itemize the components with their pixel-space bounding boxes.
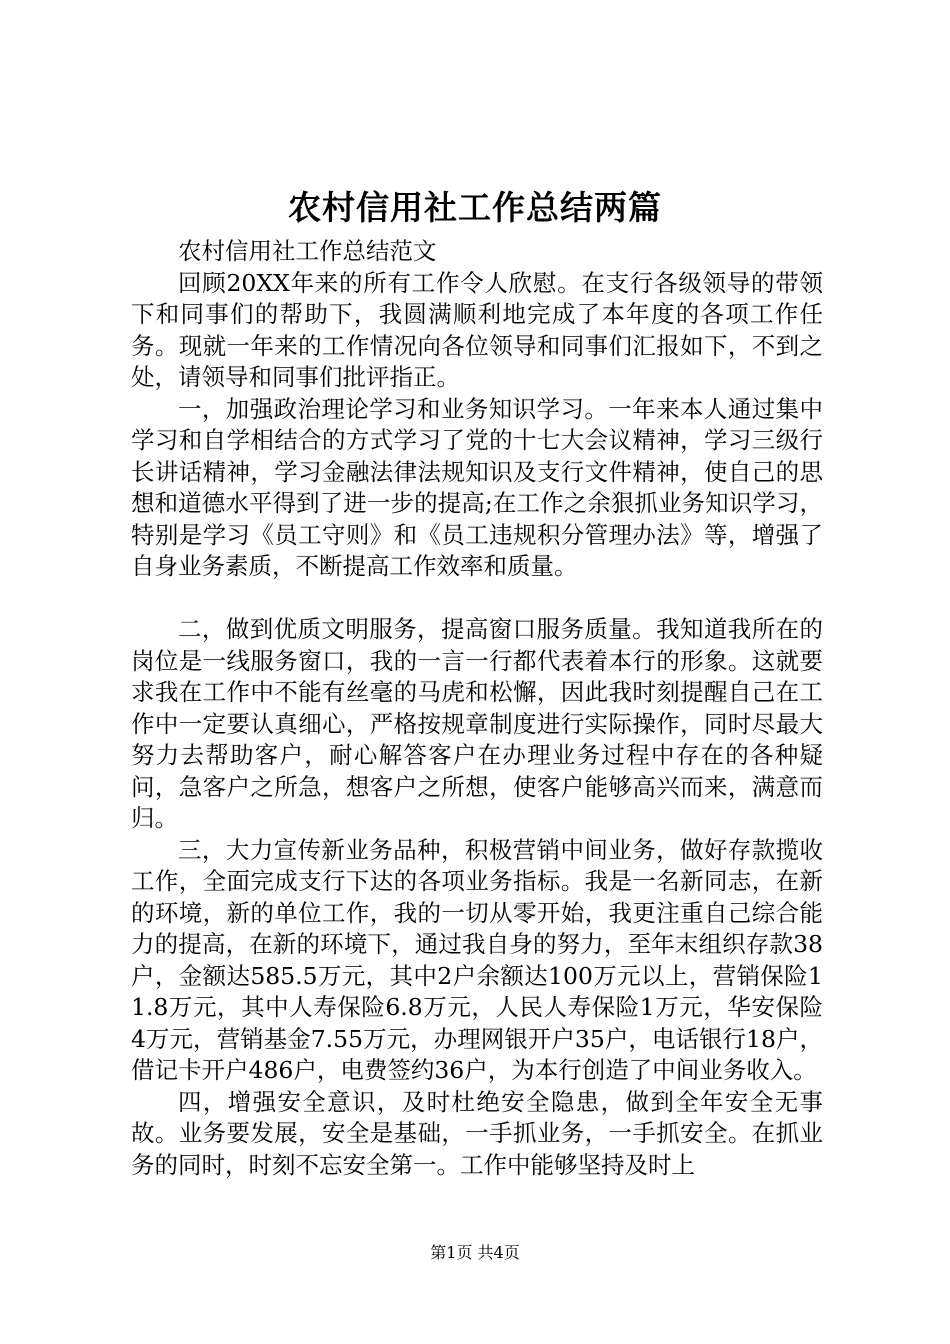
paragraph-section-1: 一，加强政治理论学习和业务知识学习。一年来本人通过集中学习和自学相结合的方式学习了党的十七大会议精神，学习三级行长讲话精神，学习金融法律法规知识及支行文件精神，使自己的思想和道德水平得到了进一步的提高;在工作之余狠抓业务知识学习，特别是学习《员工守则》和《员工违规积分管理办法》等，增强了自身业务素质，不断提高工作效率和质量。	[131, 394, 823, 580]
paragraph-section-4: 四，增强安全意识，及时杜绝安全隐患，做到全年安全无事故。业务要发展，安全是基础，一手抓业务，一手抓安全。在抓业务的同时，时刻不忘安全第一。工作中能够坚持及时上	[131, 1087, 823, 1179]
paragraph-intro: 回顾20XX年来的所有工作令人欣慰。在支行各级领导的带领下和同事们的帮助下，我圆满顺利地完成了本年度的各项工作任务。现就一年来的工作情况向各位领导和同事们汇报如下，不到之处，请领导和同事们批评指正。	[131, 268, 823, 391]
document-subtitle: 农村信用社工作总结范文	[178, 237, 437, 265]
document-title: 农村信用社工作总结两篇	[288, 188, 662, 227]
page-number-footer: 第1页 共4页	[430, 1243, 520, 1262]
paragraph-section-2: 二，做到优质文明服务，提高窗口服务质量。我知道我所在的岗位是一线服务窗口，我的一言一行都代表着本行的形象。这就要求我在工作中不能有丝毫的马虎和松懈，因此我时刻提醒自己在工作中一定要认真细心，严格按规章制度进行实际操作，同时尽最大努力去帮助客户，耐心解答客户在办理业务过程中存在的各种疑问，急客户之所急，想客户之所想，使客户能够高兴而来，满意而归。	[131, 615, 823, 832]
document-body	[131, 236, 823, 1181]
paragraph-section-3: 三，大力宣传新业务品种，积极营销中间业务，做好存款揽收工作，全面完成支行下达的各项业务指标。我是一名新同志，在新的环境，新的单位工作，我的一切从零开始，我更注重自己综合能力的提高，在新的环境下，通过我自身的努力，至年末组织存款38户，金额达585.5万元，其中2户余额达100万元以上，营销保险11.8万元，其中人寿保险6.8万元，人民人寿保险1万元，华安保险4万元，营销基金7.55万元，办理网银开户35户，电话银行18户，借记卡开户486户，电费签约36户，为本行创造了中间业务收入。	[131, 835, 823, 1084]
